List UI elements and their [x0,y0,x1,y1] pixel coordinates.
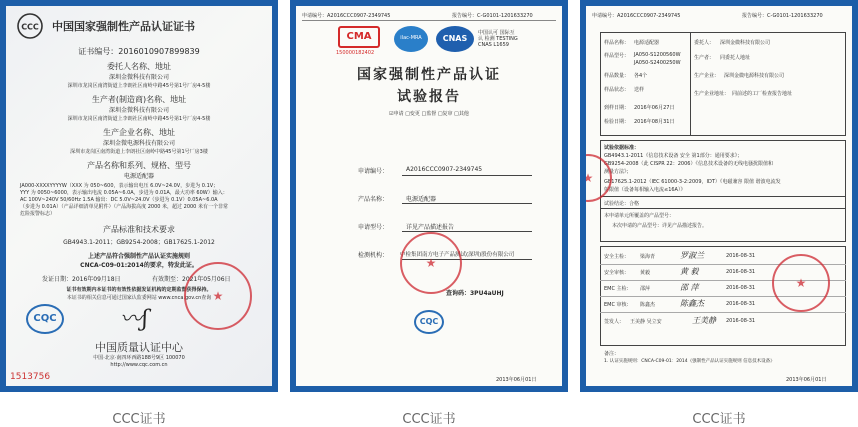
cma-number: 150000182402 [336,50,375,56]
field-label: 检验日期： [604,119,630,125]
factory-address: 深圳市龙岗区南湾街道上李朗社区南岭中路45号第1号厂房3楼 [70,149,208,155]
spec-line: （步进为 0.01A）（产品详细清单见附件）（产品海拔高度 2000 米，超过 2000 米有一个非常 [20,204,228,210]
rule-line: CNCA-C09-01:2014的要求，特发此证。 [80,262,198,269]
approver-signature: 陈鑫杰 [680,299,704,308]
approval-date: 2016-08-31 [726,269,756,275]
spec-line: AC 100V~240V 50/60Hz 1.5A 输出：DC 5.0V~24.0V（步进为 0.1V）0.05A~6.0A [20,197,218,203]
validity-note: 证书有效期内本证书的有效性依据发证机构的定期监督获得保持。 [66,287,212,293]
report-number: 报告编号：C-G0101-1201633270 [452,13,533,19]
approver-name: 陈鑫杰 [640,302,656,308]
factory-label: 生产企业名称、地址 [103,128,175,137]
test-date-value: 2016年08月31日 [634,119,675,125]
signer-role: 签发人： [604,319,625,325]
ccc-certificate [6,6,272,386]
model-value: 详见产品描述报告 [406,224,455,231]
standard-line: 测量方法》； [604,169,632,175]
rule-line: 上述产品符合强制性产品认证实施规则 [87,253,190,260]
sample-model-value: JA050-S1200560W [634,52,681,58]
cnas-logo: CNAS [436,26,474,52]
maker-value: 同委托人地址 [720,55,751,61]
field-label: 样品型号： [604,53,630,59]
field-label: 生产者： [694,55,715,61]
lab-value: 中检集团南方电子产品测试(深圳)股份有限公司 [400,252,515,258]
client-address: 深圳市龙岗区南湾街道上李朗社区南岭中路45号第1号厂房4-5楼 [67,83,211,89]
field-label: 生产企业： [694,73,720,79]
product-name-value: 电源适配器 [406,196,437,203]
approver-role: 安全审核： [604,270,630,276]
ilac-logo: ilac-MRA [394,26,428,52]
red-seal [184,262,252,330]
client-name: 深圳金微科技有限公司 [108,74,169,81]
covered-models-title: 本申请单元所覆盖的产品型号： [604,213,675,219]
standards-label: 试验依据标准： [604,145,640,151]
test-report-cover [296,6,562,386]
remark-label: 备注： [604,351,620,357]
field-label: 申请型号： [358,224,389,231]
approval-date: 2016-08-31 [726,301,756,307]
application-no-value: A2016CCC0907-2349745 [406,166,483,173]
conclusion: 试验结论：合格 [604,201,640,207]
field-label: 样品数量： [604,73,630,79]
certificate-title: 中国国家强制性产品认证证书 [52,20,195,33]
red-seal [772,254,830,312]
report-type-checkboxes: ☑申请 □变更 □监督 □复审 □其他 [389,111,469,117]
issuer-address: 中国·北京·南四环西路188号9区 100070 [93,355,185,361]
approver-role: 安全主检： [604,254,630,260]
arrival-date-value: 2016年06月27日 [634,105,675,111]
field-label: 委托人： [694,40,715,46]
spec-line: JA000-XXXXYYYYW（XXX 为 050~600，表示输出电压 6.0V~24.0V，步进为 0.1V； [20,183,219,189]
standard-line: GB9254-2008（此 CISPR 22：2006）《信息技术设备的无线电骚扰限值和 [604,161,773,167]
field-label: 样品名称： [604,40,630,46]
sign-date: 2016-08-31 [726,318,756,324]
field-label: 生产企业地址： [694,91,730,97]
caption: CCC证书 [692,412,746,427]
approver-name: 邵萍 [640,286,651,292]
cqc-logo: CQC [414,310,444,334]
approval-date: 2016-08-31 [726,253,756,259]
standard-line: GB4943.1-2011《信息技术设备 安全 第1部分：通用要求》； [604,153,743,159]
standard-value: GB4943.1-2011；GB9254-2008；GB17625.1-2012 [63,239,215,246]
application-number: 申请编号：A2016CCC0907-2349745 [592,13,681,19]
certificate-frame-detail[interactable] [580,0,858,392]
approver-name: 黄毅 [640,270,651,276]
footer-date: 2013年06月01日 [786,377,827,383]
client-label: 委托人名称、地址 [107,62,171,71]
standard-line: GB17625.1-2012（IEC 61000-3-2:2009，IDT）《电磁兼容 限值 谐波电流发 [604,179,781,185]
covered-models-body: 本次申请的产品型号：详见产品描述报告。 [612,223,708,229]
director-signature: 〰ʃ [120,307,148,332]
approver-signature: 邵 萍 [680,283,699,292]
approver-signature: 罗淑兰 [680,251,704,260]
signer-name: 王美静 吴立安 [630,319,662,325]
approver-signature: 黄 毅 [680,267,699,276]
report-title: 国家强制性产品认证 [357,67,501,83]
spec-line: 危险报警标志） [20,211,56,217]
field-label: 到样日期： [604,105,630,111]
cma-logo: CMA [338,26,380,48]
svg-text:CCC: CCC [21,22,39,32]
factory-value: 深圳金微电源科技有限公司 [724,73,785,79]
cqc-logo: CQC [26,304,64,334]
sample-qty-value: 各4个 [634,73,648,79]
certificate-frame-ccc[interactable] [0,0,278,392]
field-label: 产品名称： [358,196,389,203]
serial-number: 1513756 [10,372,51,382]
remark-line: 1. 认证实施规则：CNCA-C09-01：2014《强制性产品认证实施规则 信息技术设备》 [604,359,775,364]
signer-signature: 王美静 [692,316,716,325]
sample-name-value: 电源适配器 [634,40,660,46]
certificate-number: 证书编号：2016010907899839 [78,47,200,56]
factory-address-value: 同前述的工厂检查报告地址 [732,91,793,97]
spec-line: YYY 为 0050~6000，表示输出电流 0.05A~6.0A，步进为 0.01A，最大功率 60W）输入： [20,190,228,196]
client-value: 深圳金微科技有限公司 [720,40,771,46]
sample-status-value: 送样 [634,87,645,93]
ccc-mark-icon [16,12,44,40]
approver-role: EMC 主检： [604,286,632,292]
caption: CCC证书 [112,412,166,427]
field-label: 样品状态： [604,87,630,93]
valid-date: 有效期至：2021年05月06日 [152,276,231,283]
footer-date: 2013年06月01日 [496,377,537,383]
maker-label: 生产者(制造商)名称、地址 [91,95,187,104]
report-number: 报告编号：C-G0101-1201633270 [742,13,823,19]
maker-address: 深圳市龙岗区南湾街道上李朗社区南岭中路45号第1号厂房4-5楼 [67,116,211,122]
caption: CCC证书 [402,412,456,427]
web-note: 本证书的相关信息可通过国家认监委网站 www.cnca.gov.cn查询 [66,295,212,301]
red-seal [400,232,462,294]
product-name: 电源适配器 [123,173,154,180]
product-label: 产品名称和系列、规格、型号 [87,161,191,170]
report-subtitle: 试验报告 [397,89,461,105]
application-number: 申请编号：A2016CCC0907-2349745 [302,13,391,19]
factory-name: 深圳金微电源科技有限公司 [102,140,175,147]
issuer-website: http://www.cqc.com.cn [110,362,168,368]
query-code: 查询码：3PU4aUHJ [446,290,504,297]
maker-name: 深圳金微科技有限公司 [108,107,169,114]
standard-line: 射限值（设备每相输入电流≤16A）》 [604,187,686,193]
certificate-frame-report[interactable] [290,0,568,392]
issue-date: 发证日期：2016年09月18日 [42,276,121,283]
issuer-name: 中国质量认证中心 [95,341,183,354]
approver-name: 梁海青 [640,254,656,260]
approval-date: 2016-08-31 [726,285,756,291]
field-label: 检测机构： [358,252,389,259]
sample-model-value: JA050-S2400250W [634,60,681,66]
cnas-subtitle: 中国认可 国际互认 检测 TESTING CNAS L1659 [478,30,518,48]
field-label: 申请编号： [358,168,389,175]
approver-role: EMC 审核： [604,302,632,308]
test-report-detail [586,6,852,386]
standard-label: 产品标准和技术要求 [103,225,175,234]
